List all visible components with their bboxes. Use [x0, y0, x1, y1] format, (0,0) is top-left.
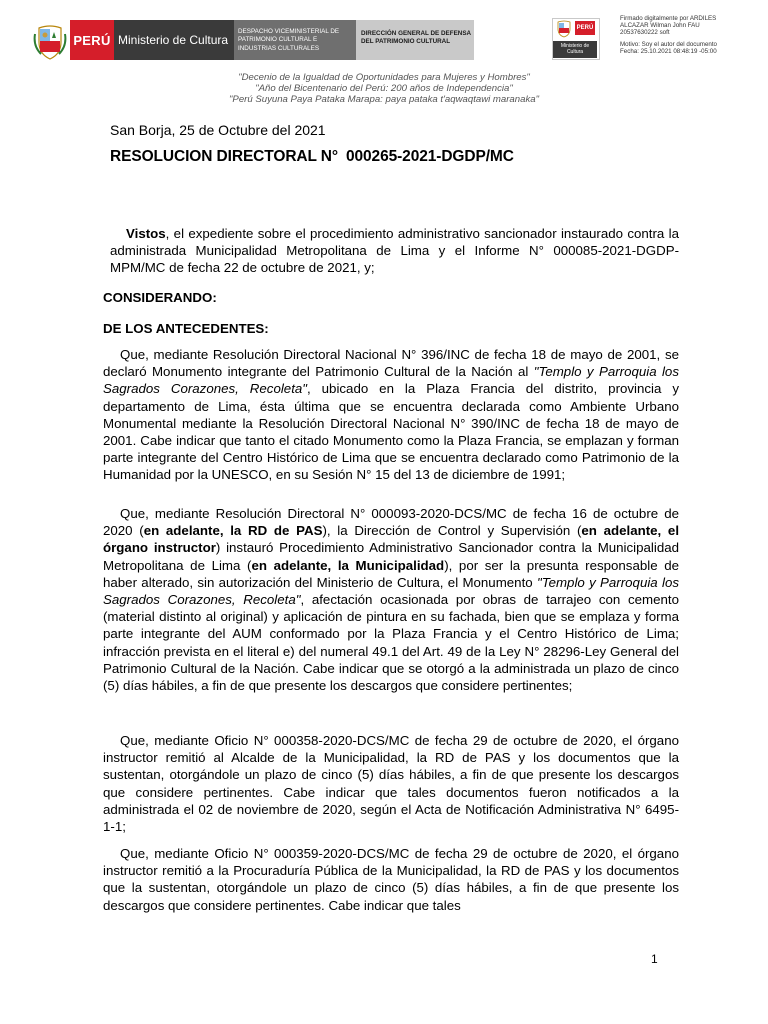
- page-number: 1: [651, 952, 658, 966]
- signature-line: 20537630222 soft: [620, 28, 670, 36]
- directorate-label: DIRECCIÓN GENERAL DE DEFENSA DEL PATRIMONIO CULTURAL: [356, 20, 474, 60]
- p2-monument-name: "Templo y Parroquia los Sagrados Corazones, Recoleta": [103, 574, 679, 608]
- document-title: [110, 148, 514, 166]
- p1-text: Que, mediante Resolución Directoral Nacional N° 396/INC de fecha 18 de mayo de 2001, se declaró Monumento integrante del Patrimonio Cultural de la Nación al: [103, 347, 679, 380]
- antecedentes-heading: DE LOS ANTECEDENTES:: [103, 321, 269, 336]
- p2-text: Que, mediante Resolución Directoral N° 000093-2020-DCS/MC de fecha 16 de octubre de 2020 (: [103, 506, 679, 539]
- vistos-text: , el expediente sobre el procedimiento administrativo sancionador instaurado contra la administrada Municipalidad Metropolitana de Lima y el Informe N° 000085-2021-DGDP-MPM/MC de fecha 22 de octubre de 2021, y;: [110, 226, 679, 276]
- paragraph-3: [103, 732, 679, 835]
- motto-line: "Decenio de la Igualdad de Oportunidades para Mujeres y Hombres": [238, 72, 530, 83]
- p2-bold: en adelante, el órgano instructor: [103, 523, 680, 556]
- p2-text: ), la Dirección de Control y Supervisión (: [322, 523, 582, 539]
- digital-signature-text: [620, 16, 760, 56]
- vice-ministry-label: DESPACHO VICEMINISTERIAL DE PATRIMONIO CULTURAL E INDUSTRIAS CULTURALES: [234, 20, 356, 60]
- document-date: San Borja, 25 de Octubre del 2021: [110, 122, 326, 138]
- p2-text: ), por ser la presunta responsable de haber alterado, sin autorización del Ministerio de Cultura, el Monumento: [103, 557, 679, 590]
- paragraph-1: [103, 346, 679, 484]
- p1-text: , ubicado en la Plaza Francia del distrito, provincia y departamento de Lima, ésta última que se encuentra declarada como Ambiente Urbano Monumental mediante la Resolución Directoral Nacional N° 390/INC de fecha 18 de mayo de 2001. Cabe indicar que tanto el citado Monumento como la Plaza Francia, se emplazan y forman parte integrante del Centro Histórico de Lima que se encuentra declarado como Patrimonio de la Humanidad por la UNESCO, en su Sesión N° 15 del 13 de diciembre de 1991;: [103, 381, 679, 483]
- vistos-label: Vistos: [126, 226, 166, 241]
- p2-bold: en adelante, la Municipalidad: [251, 557, 445, 573]
- decenio-mottos: [0, 72, 768, 105]
- coat-of-arms-icon: [33, 24, 67, 60]
- p1-monument-name: "Templo y Parroquia los Sagrados Corazones, Recoleta": [103, 364, 679, 397]
- p3-text: Que, mediante Oficio N° 000358-2020-DCS/MC de fecha 29 de octubre de 2020, el órgano instructor remitió al Alcalde de la Municipalidad, la RD de PAS y los documentos que la sustentan, otorgándole un plazo de cinco (5) días hábiles, a fin de que presente los descargos que considere pertinentes. Cabe indicar que tales documentos fueron notificados a la administrada el 02 de noviembre de 2020, según el Acta de Notificación Administrativa N° 6495-1-1;: [103, 733, 679, 835]
- p2-text: ) instauró Procedimiento Administrativo Sancionador contra la Municipalidad Metropolitana de Lima (: [103, 540, 680, 573]
- paragraph-2: [103, 505, 679, 694]
- signature-line: ALCAZAR Wilman John FAU: [620, 21, 700, 29]
- vistos-paragraph: [110, 225, 679, 277]
- seal-ministry-label: Ministerio de Cultura: [553, 41, 597, 58]
- ministry-label: Ministerio de Cultura: [114, 20, 234, 60]
- seal-peru-label: PERÚ: [575, 21, 595, 35]
- peru-label: PERÚ: [70, 20, 114, 60]
- p2-bold: en adelante, la RD de PAS: [143, 523, 323, 539]
- p4-text: Que, mediante Oficio N° 000359-2020-DCS/MC de fecha 29 de octubre de 2020, el órgano instructor remitió a la Procuraduría Pública de la Municipalidad, la RD de PAS y los documentos que la sustentan, otorgándole un plazo de cinco (5) días hábiles, a fin de que presente los descargos que considere pertinentes. Cabe indicar que tales: [103, 846, 679, 913]
- motto-line: "Año del Bicentenario del Perú: 200 años de Independencia": [255, 83, 513, 94]
- p2-text: , afectación ocasionada por obras de tarrajeo con cemento (material distinto al original) y aplicación de pintura en su fachada, bien que se emplaza y forma parte integrante del AUM conformado por la Plaza Francia y el Centro Histórico de Lima; infracción prevista en el literal e) del numeral 49.1 del Art. 49 de la Ley N° 28296-Ley General del Patrimonio Cultural de la Nación. Cabe indicar que se otorgó a la administrada un plazo de cinco (5) días hábiles, a fin de que presente los descargos que considere pertinentes;: [103, 592, 679, 694]
- considerando-heading: CONSIDERANDO:: [103, 290, 217, 305]
- signature-line: Motivo: Soy el autor del documento: [620, 41, 717, 49]
- title-text: RESOLUCION DIRECTORAL N°: [110, 148, 338, 165]
- motto-line: "Perú Suyuna Paya Pataka Marapa: paya pataka t'aqwaqtawi maranaka": [229, 94, 539, 105]
- resolution-number: 000265-2021-DGDP/MC: [346, 148, 514, 165]
- paragraph-4: [103, 845, 679, 914]
- signature-line: Fecha: 25.10.2021 08:48:19 -05:00: [620, 48, 717, 56]
- seal-coat-of-arms-icon: [555, 20, 573, 38]
- signature-line: Firmado digitalmente por ARDILES: [620, 15, 717, 22]
